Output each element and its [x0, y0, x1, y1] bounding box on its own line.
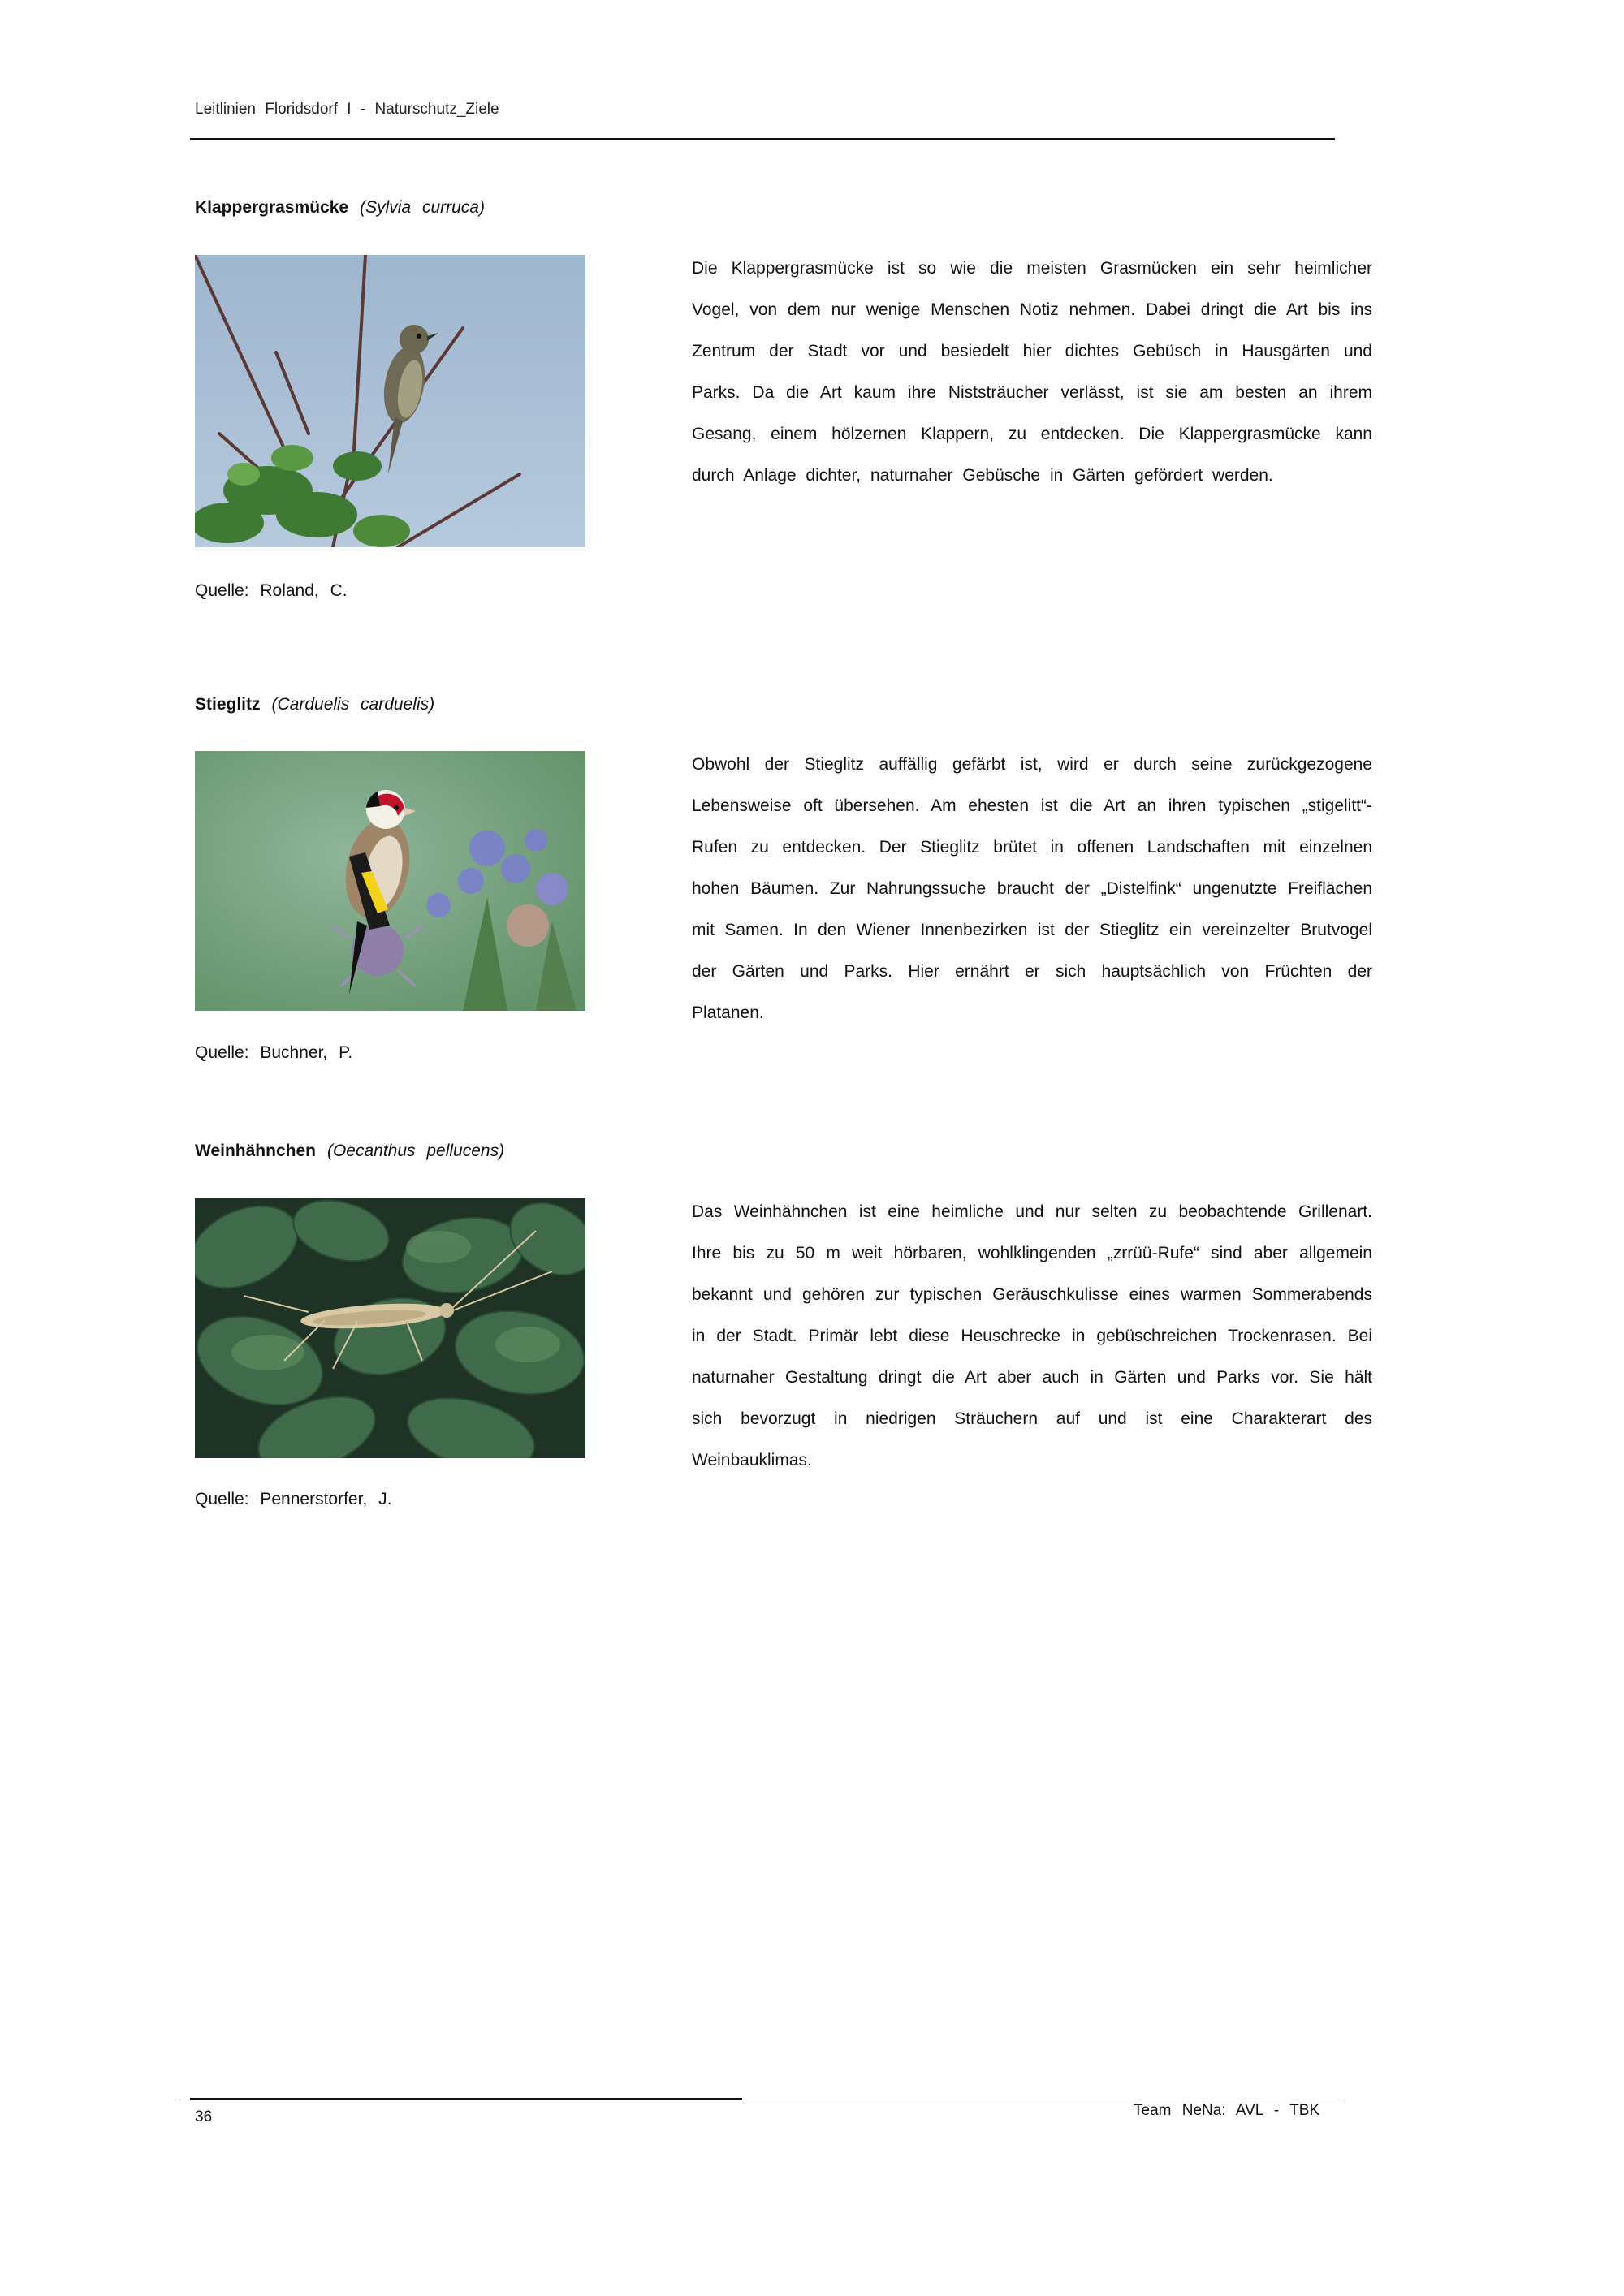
section-title-stieglitz	[195, 695, 434, 714]
species-common-name: Weinhähnchen	[195, 1142, 316, 1160]
species-common-name: Klappergrasmücke	[195, 198, 349, 217]
species-description-weinhaehnchen: Das Weinhähnchen ist eine heimliche und nur selten zu beobachtende Grillenart. Ihre bis zu 50 m weit hörbaren, wohlklingenden „zrrüü-Rufe“ sind aber allgemein bekannt und gehören zur typischen Geräuschkulisse eines warmen Sommerabends in der Stadt. Primär lebt diese Heuschrecke in gebüschreichen Trockenrasen. Bei naturnaher Gestaltung dringt die Art aber auch in Gärten und Parks vor. Sie hält sich bevorzugt in niedrigen Sträuchern auf und ist eine Charakterart des Weinbauklimas.	[692, 1202, 1372, 1470]
species-latin-name: (Oecanthus pellucens)	[326, 1142, 505, 1160]
page-number: 36	[195, 2108, 213, 2126]
section-title-klappergrasmuecke	[195, 198, 485, 218]
image-source: Quelle: Pennerstorfer, J.	[195, 1490, 392, 1508]
bird-photo-klappergrasmuecke	[195, 255, 585, 547]
species-latin-name: (Sylvia curruca)	[360, 198, 485, 217]
bird-photo-stieglitz	[195, 751, 585, 1011]
footer-divider-accent	[190, 2098, 742, 2100]
species-common-name: Stieglitz	[195, 695, 261, 714]
document-header: Leitlinien Floridsdorf I - Naturschutz_Ziele	[195, 101, 499, 118]
species-description-klappergrasmuecke: Die Klappergrasmücke ist so wie die meisten Grasmücken ein sehr heimlicher Vogel, von dem nur wenige Menschen Notiz nehmen. Dabei dringt die Art bis ins Zentrum der Stadt vor und besiedelt hier dichtes Gebüsch in Hausgärten und Parks. Da die Art kaum ihre Niststräucher verlässt, ist sie am besten an ihrem Gesang, einem hölzernen Klappern, zu entdecken. Die Klappergrasmücke kann durch Anlage dichter, naturnaher Gebüsche in Gärten gefördert werden.	[692, 259, 1372, 485]
insect-photo-weinhaehnchen	[195, 1198, 585, 1458]
header-divider	[190, 138, 1335, 140]
species-latin-name: (Carduelis carduelis)	[271, 695, 435, 714]
section-title-weinhaehnchen	[195, 1142, 504, 1161]
species-description-stieglitz: Obwohl der Stieglitz auffällig gefärbt ist, wird er durch seine zurückgezogene Lebensweise oft übersehen. Am ehesten ist die Art an ihren typischen „stigelitt“-Rufen zu entdecken. Der Stieglitz brütet in offenen Landschaften mit einzelnen hohen Bäumen. Zur Nahrungssuche braucht der „Distelfink“ ungenutzte Freiflächen mit Samen. In den Wiener Innenbezirken ist der Stieglitz ein vereinzelter Brutvogel der Gärten und Parks. Hier ernährt er sich hauptsächlich von Früchten der Platanen.	[692, 755, 1372, 1022]
footer-credit: Team NeNa: AVL - TBK	[1134, 2102, 1320, 2119]
image-source: Quelle: Roland, C.	[195, 581, 348, 600]
image-source: Quelle: Buchner, P.	[195, 1043, 353, 1062]
